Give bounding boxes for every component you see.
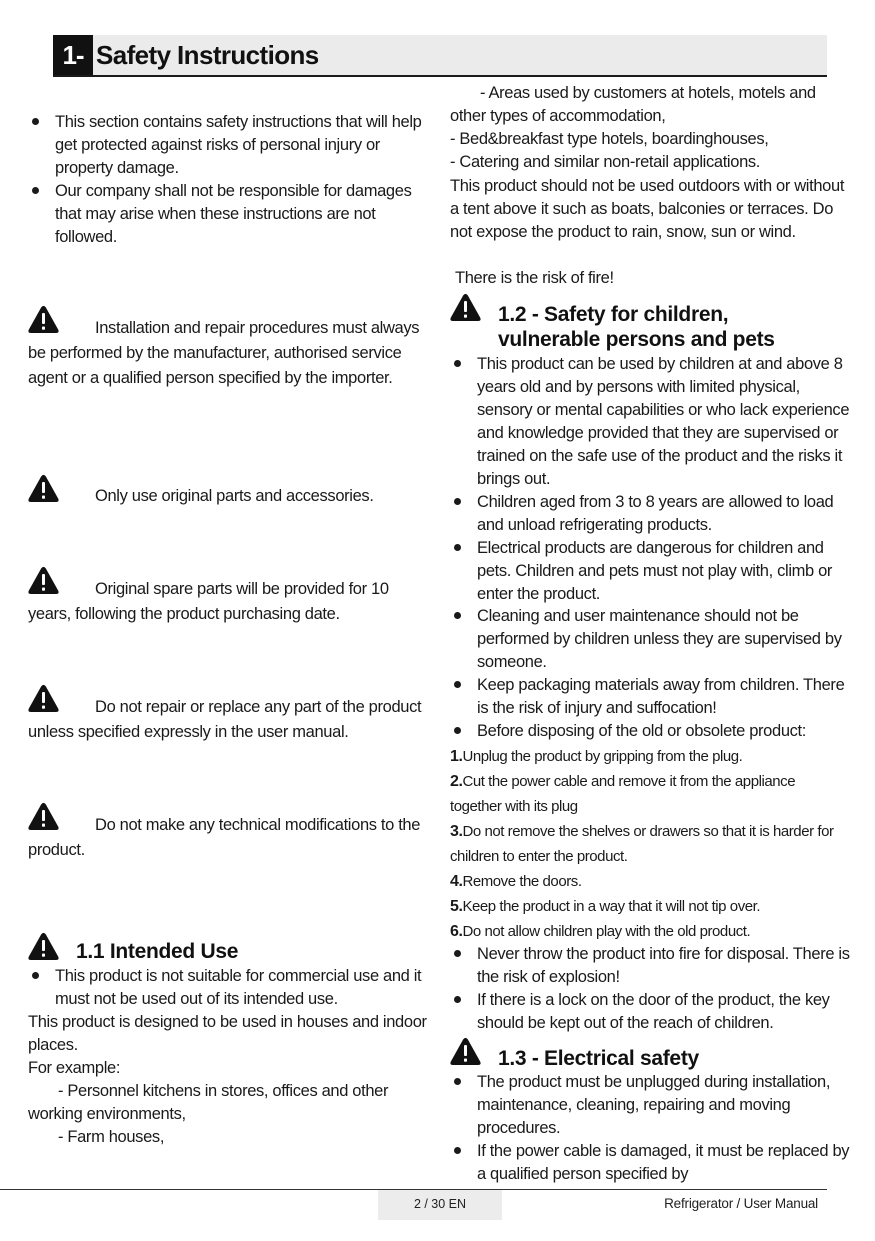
step-text: Unplug the product by gripping from the plug. bbox=[462, 748, 743, 765]
intro-bullet-1: This section contains safety instructions that will help get protected against risks of personal injury or property damage. bbox=[55, 113, 422, 177]
example-item-3: - Areas used by customers at hotels, motels and other types of accommodation, bbox=[450, 84, 816, 125]
intended-use-para-2: For example: bbox=[28, 1059, 121, 1077]
warning-installation: Installation and repair procedures must always be performed by the manufacturer, authorised service agent or a qualified person specified by the importer. bbox=[28, 319, 420, 387]
step-number: 6. bbox=[450, 923, 463, 940]
bullet-dot bbox=[32, 972, 39, 979]
children-heading-line-1: 1.2 - Safety for children, bbox=[498, 303, 729, 326]
bullet-dot bbox=[454, 996, 461, 1003]
electrical-bullet-2: If the power cable is damaged, it must be replaced by a qualified person specified by bbox=[477, 1142, 850, 1183]
children-bullet-7: Never throw the product into fire for disposal. There is the risk of explosion! bbox=[477, 945, 850, 986]
disposal-step-3 bbox=[450, 819, 850, 869]
step-text: Do not allow children play with the old product. bbox=[462, 923, 751, 940]
page-number: 2 / 30 EN bbox=[378, 1190, 502, 1220]
disposal-step-2 bbox=[450, 769, 850, 819]
warning-spare-parts: Original spare parts will be provided for 10 years, following the product purchasing date. bbox=[28, 580, 389, 623]
disposal-step-1 bbox=[450, 744, 850, 769]
section-title: Safety Instructions bbox=[96, 40, 319, 70]
step-number: 4. bbox=[450, 873, 463, 890]
intro-bullet-2: Our company shall not be responsible for damages that may arise when these instructions are not followed. bbox=[55, 182, 412, 246]
step-text: Remove the doors. bbox=[462, 873, 582, 890]
outdoor-warning: This product should not be used outdoors with or without a tent above it such as boats, balconies or terraces. Do not expose the product to rain, snow, sun or wind. bbox=[450, 177, 845, 241]
children-bullet-2: Children aged from 3 to 8 years are allowed to load and unload refrigerating products. bbox=[477, 493, 834, 534]
warning-icon bbox=[28, 932, 59, 961]
warning-icon bbox=[450, 1037, 481, 1066]
step-text: Do not remove the shelves or drawers so that it is harder for children to enter the product. bbox=[450, 823, 834, 865]
children-bullet-5: Keep packaging materials away from children. There is the risk of injury and suffocation! bbox=[477, 676, 845, 717]
intended-use-heading: 1.1 Intended Use bbox=[76, 940, 239, 963]
intended-use-para-1: This product is designed to be used in houses and indoor places. bbox=[28, 1013, 427, 1054]
example-item-4: - Bed&breakfast type hotels, boardinghouses, bbox=[450, 130, 769, 148]
bullet-dot bbox=[454, 727, 461, 734]
intended-use-bullet: This product is not suitable for commercial use and it must not be used out of its intended use. bbox=[55, 967, 422, 1008]
warning-icon bbox=[450, 293, 481, 322]
children-bullet-3: Electrical products are dangerous for children and pets. Children and pets must not play with, climb or enter the product. bbox=[477, 539, 833, 603]
step-number: 5. bbox=[450, 898, 463, 915]
fire-risk: There is the risk of fire! bbox=[455, 269, 614, 287]
example-item-5: - Catering and similar non-retail applications. bbox=[450, 153, 761, 171]
children-bullet-1: This product can be used by children at and above 8 years old and by persons with limited physical, sensory or mental capabilities or who lack experience and knowledge provided that they are supervised or trained on the safe use of the product and the risks it brings out. bbox=[477, 355, 850, 488]
section-number: 1- bbox=[53, 35, 93, 75]
electrical-bullet-1: The product must be unplugged during installation, maintenance, cleaning, repairing and moving procedures. bbox=[477, 1073, 831, 1137]
step-text: Cut the power cable and remove it from the appliance together with its plug bbox=[450, 773, 796, 815]
disposal-step-5 bbox=[450, 894, 850, 919]
bullet-dot bbox=[454, 1078, 461, 1085]
document-title: Refrigerator / User Manual bbox=[664, 1196, 818, 1211]
disposal-step-4 bbox=[450, 869, 850, 894]
warning-repair: Do not repair or replace any part of the product unless specified expressly in the user manual. bbox=[28, 698, 422, 741]
example-item-2: - Farm houses, bbox=[58, 1128, 165, 1146]
step-text: Keep the product in a way that it will not tip over. bbox=[462, 898, 761, 915]
warning-original-parts: Only use original parts and accessories. bbox=[95, 487, 374, 505]
disposal-step-6 bbox=[450, 919, 850, 944]
children-bullet-6: Before disposing of the old or obsolete product: bbox=[477, 722, 807, 740]
electrical-heading: 1.3 - Electrical safety bbox=[498, 1047, 699, 1070]
bullet-dot bbox=[454, 1147, 461, 1154]
bullet-dot bbox=[454, 681, 461, 688]
children-heading-line-2: vulnerable persons and pets bbox=[498, 328, 775, 351]
step-number: 1. bbox=[450, 748, 463, 765]
bullet-dot bbox=[454, 544, 461, 551]
bullet-dot bbox=[454, 950, 461, 957]
step-number: 3. bbox=[450, 823, 463, 840]
step-number: 2. bbox=[450, 773, 463, 790]
bullet-dot bbox=[454, 360, 461, 367]
bullet-dot bbox=[32, 118, 39, 125]
children-bullet-4: Cleaning and user maintenance should not be performed by children unless they are supervised by someone. bbox=[477, 607, 842, 671]
bullet-dot bbox=[454, 612, 461, 619]
bullet-dot bbox=[454, 498, 461, 505]
warning-modifications: Do not make any technical modifications to the product. bbox=[28, 816, 421, 859]
section-header bbox=[53, 35, 827, 77]
children-bullet-8: If there is a lock on the door of the product, the key should be kept out of the reach of children. bbox=[477, 991, 830, 1032]
bullet-dot bbox=[32, 187, 39, 194]
example-item-1: - Personnel kitchens in stores, offices and other working environments, bbox=[28, 1082, 389, 1123]
